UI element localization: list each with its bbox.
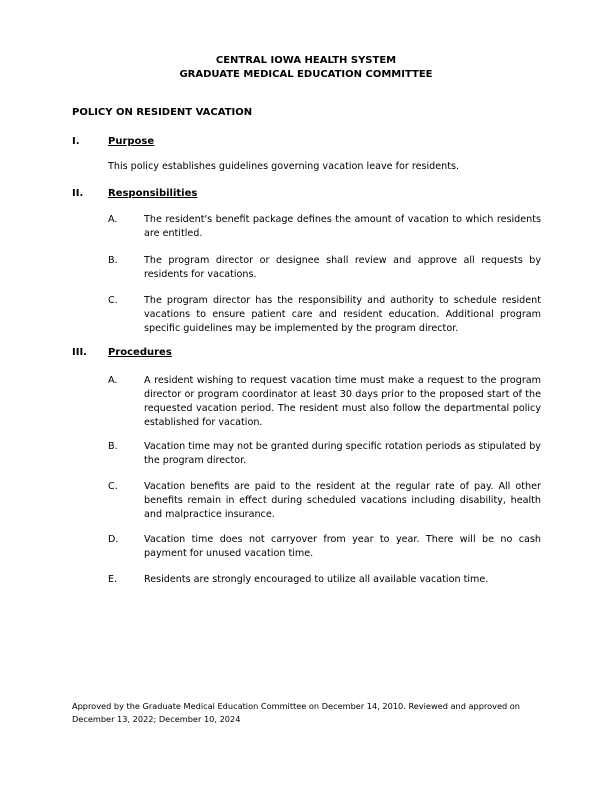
item-text: The resident's benefit package defines the amount of vacation to which residents are entitled. [144, 214, 541, 239]
item-text: The program director has the responsibility and authority to schedule resident vacations to ensure patient care and resident education. Additional program specific guidelines may be implemented by the program director. [144, 295, 541, 334]
item-letter: C. [108, 295, 118, 306]
policy-title: POLICY ON RESIDENT VACATION [72, 107, 253, 118]
approval-footer [72, 700, 532, 725]
item-text: Residents are strongly encouraged to utilize all available vacation time. [144, 574, 489, 585]
item-letter: C. [108, 481, 118, 492]
committee-name: GRADUATE MEDICAL EDUCATION COMMITTEE [179, 69, 433, 80]
section-number: III. [72, 347, 87, 358]
item-letter: A. [108, 214, 118, 225]
section-number: II. [72, 188, 84, 199]
item-letter: D. [108, 534, 119, 545]
footer-line-2: December 13, 2022; December 10, 2024 [72, 713, 241, 724]
item-text: Vacation time may not be granted during specific rotation periods as stipulated by the program director. [144, 441, 541, 466]
item-letter: A. [108, 375, 118, 386]
purpose-text: This policy establishes guidelines governing vacation leave for residents. [108, 161, 460, 172]
item-letter: B. [108, 441, 118, 452]
org-name: CENTRAL IOWA HEALTH SYSTEM [215, 55, 397, 66]
item-text: Vacation benefits are paid to the resident at the regular rate of pay. All other benefits remain in effect during scheduled vacations including disability, health and malpractice insurance. [144, 481, 541, 520]
item-text: The program director or designee shall review and approve all requests by residents for vacations. [144, 255, 541, 280]
section-heading-responsibilities: Responsibilities [108, 188, 198, 199]
item-text: A resident wishing to request vacation time must make a request to the program director or program coordinator at least 30 days prior to the proposed start of the requested vacation period. The resident must also follow the departmental policy established for vacation. [144, 375, 541, 428]
section-heading-purpose: Purpose [108, 136, 155, 147]
section-heading-procedures: Procedures [108, 347, 172, 358]
item-letter: E. [108, 574, 118, 585]
item-letter: B. [108, 255, 118, 266]
footer-line-1: Approved by the Graduate Medical Education Committee on December 14, 2010. Reviewed and approved on [72, 701, 520, 711]
item-text: Vacation time does not carryover from year to year. There will be no cash payment for unused vacation time. [144, 534, 541, 559]
section-number: I. [72, 136, 80, 147]
